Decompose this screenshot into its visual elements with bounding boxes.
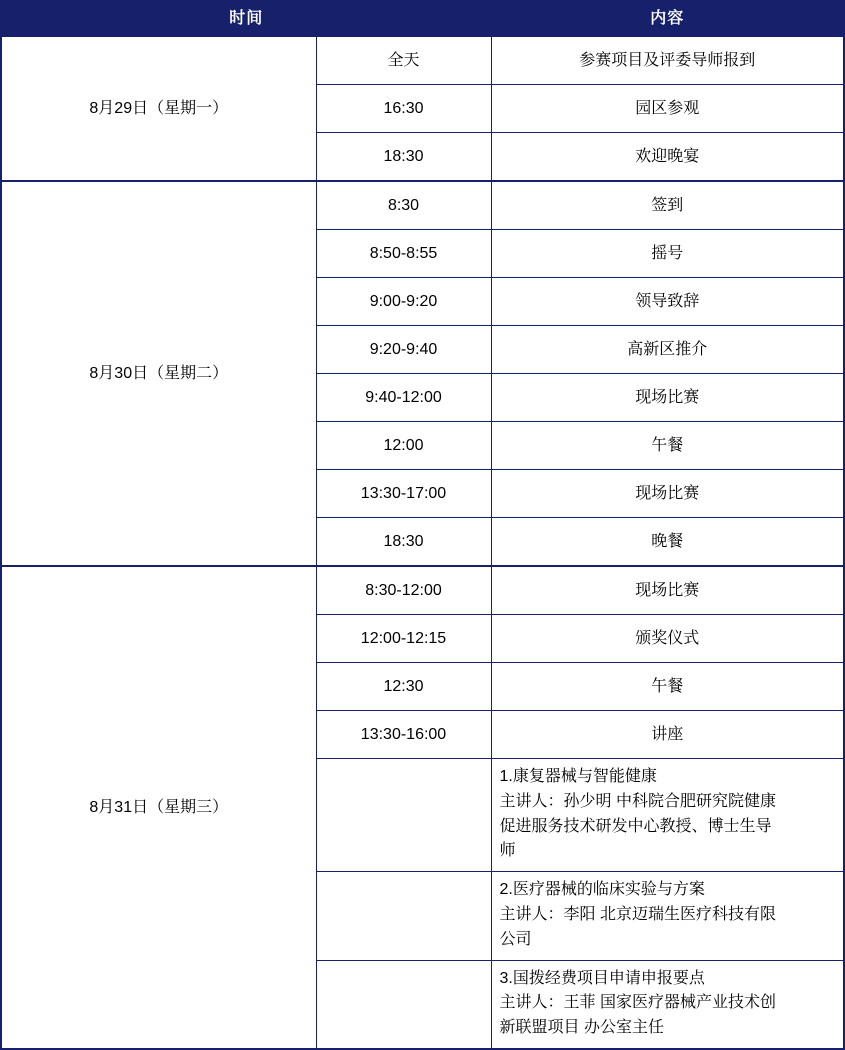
lecture-line: 主讲人：李阳 北京迈瑞生医疗科技有限 [499, 905, 776, 923]
lecture-line: 3.国拨经费项目申请申报要点 [499, 969, 705, 987]
time-cell: 12:30 [316, 663, 491, 711]
time-cell: 8:30 [316, 181, 491, 230]
table-body [1, 36, 844, 1049]
content-cell-lecture-3 [491, 960, 844, 1049]
time-cell [316, 960, 491, 1049]
time-cell: 9:20-9:40 [316, 326, 491, 374]
lecture-line: 新联盟项目 办公室主任 [499, 1019, 664, 1037]
content-cell: 现场比赛 [491, 566, 844, 615]
time-cell: 9:00-9:20 [316, 278, 491, 326]
content-cell: 午餐 [491, 663, 844, 711]
header-cell-time: 时间 [1, 1, 491, 36]
time-cell: 18:30 [316, 518, 491, 567]
lecture-line: 促进服务技术研发中心教授、博士生导 [499, 817, 772, 835]
lecture-line: 2.医疗器械的临床实验与方案 [499, 881, 705, 899]
content-cell: 讲座 [491, 711, 844, 759]
header-row [1, 1, 844, 36]
lecture-line: 主讲人：孙少明 中科院合肥研究院健康 [499, 792, 776, 810]
table-row [1, 566, 844, 615]
content-cell: 摇号 [491, 230, 844, 278]
lecture-line: 师 [499, 842, 516, 860]
date-cell-day1: 8月29日（星期一） [1, 36, 316, 181]
table-row [1, 36, 844, 85]
content-cell: 现场比赛 [491, 374, 844, 422]
content-cell: 高新区推介 [491, 326, 844, 374]
content-cell: 签到 [491, 181, 844, 230]
time-cell: 9:40-12:00 [316, 374, 491, 422]
header-cell-content: 内容 [491, 1, 844, 36]
time-cell: 16:30 [316, 85, 491, 133]
date-cell-day3: 8月31日（星期三） [1, 566, 316, 1049]
content-cell-lecture-2 [491, 872, 844, 960]
content-cell: 领导致辞 [491, 278, 844, 326]
time-cell: 12:00-12:15 [316, 615, 491, 663]
lecture-line: 主讲人：王菲 国家医疗器械产业技术创 [499, 994, 776, 1012]
content-cell: 现场比赛 [491, 470, 844, 518]
table-header [1, 1, 844, 36]
time-cell: 18:30 [316, 133, 491, 182]
lecture-line: 1.康复器械与智能健康 [499, 768, 657, 785]
time-cell: 13:30-17:00 [316, 470, 491, 518]
lecture-line: 公司 [499, 930, 532, 948]
time-cell [316, 759, 491, 872]
table-row [1, 181, 844, 230]
content-cell-lecture-1 [491, 759, 844, 872]
time-cell: 8:30-12:00 [316, 566, 491, 615]
time-cell: 13:30-16:00 [316, 711, 491, 759]
time-cell: 全天 [316, 36, 491, 85]
content-cell: 园区参观 [491, 85, 844, 133]
content-cell: 午餐 [491, 422, 844, 470]
content-cell: 颁奖仪式 [491, 615, 844, 663]
content-cell: 参赛项目及评委导师报到 [491, 36, 844, 85]
time-cell: 8:50-8:55 [316, 230, 491, 278]
time-cell [316, 872, 491, 960]
time-cell: 12:00 [316, 422, 491, 470]
content-cell: 晚餐 [491, 518, 844, 567]
date-cell-day2: 8月30日（星期二） [1, 181, 316, 566]
content-cell: 欢迎晚宴 [491, 133, 844, 182]
